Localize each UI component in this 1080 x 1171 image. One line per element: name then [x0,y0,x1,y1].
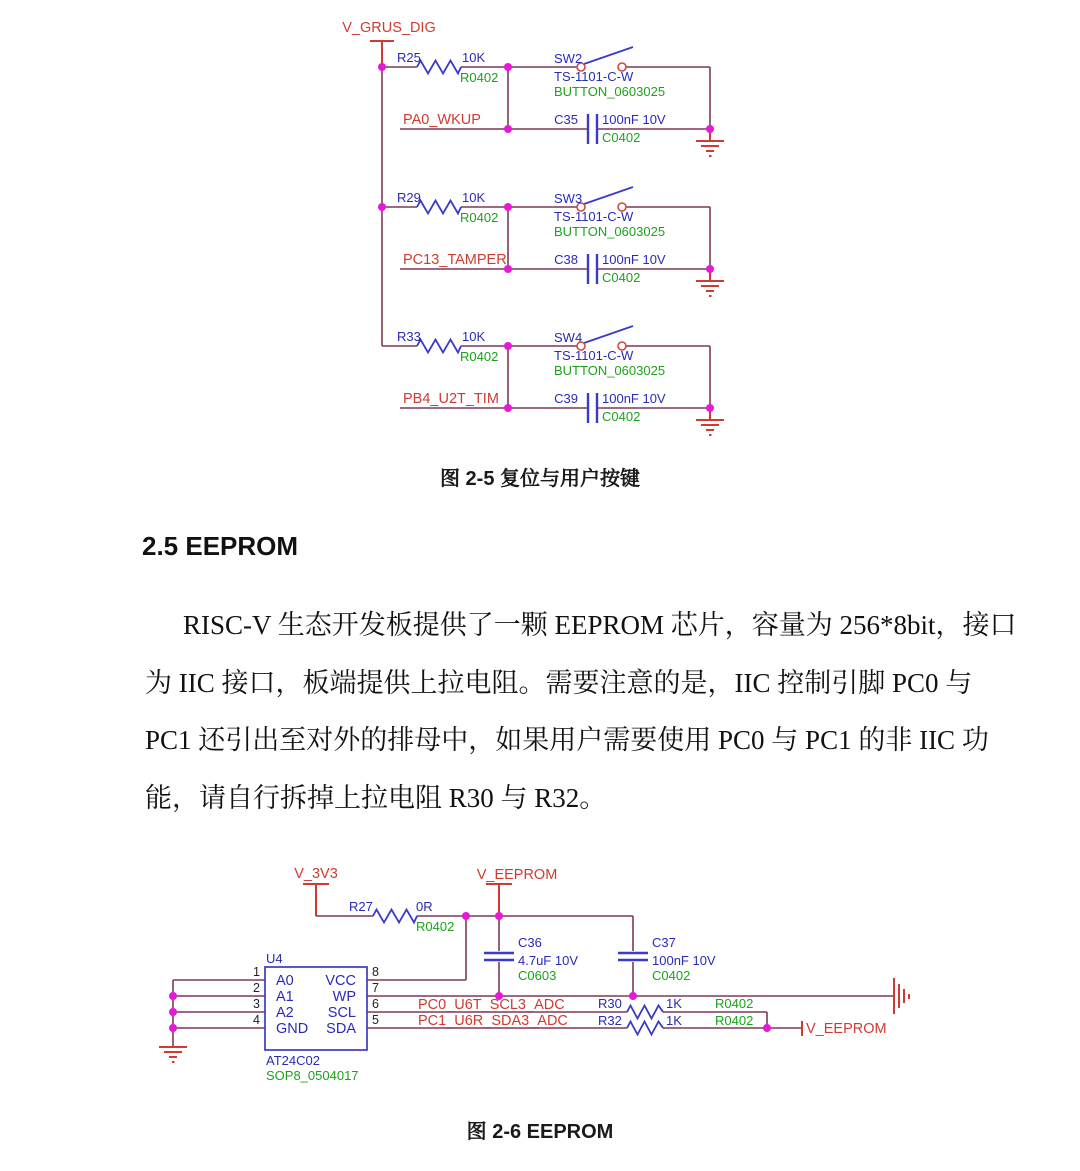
capacitor-footprint: C0402 [602,270,641,285]
resistor-symbol [417,340,461,353]
body-paragraph [145,597,1017,828]
paragraph-line: 为 IIC 接口，板端提供上拉电阻。需要注意的是，IIC 控制引脚 PC0 与 [145,667,973,698]
pin-number: 1 [253,965,260,979]
capacitor-ref: C37 [652,935,676,950]
paragraph-line: PC1 还引出至对外的排母中，如果用户需要使用 PC0 与 PC1 的非 IIC 功 [145,725,989,756]
resistor-ref: R30 [598,996,622,1011]
resistor-value: 1K [666,1013,682,1028]
power-net-label: V_3V3 [294,866,338,882]
paragraph-line: RISC-V 生态开发板提供了一颗 EEPROM 芯片，容量为 256*8bit，接口 [183,610,1017,640]
pin-number: 7 [372,981,379,995]
resistor-footprint: R0402 [715,1013,754,1028]
switch-model: TS-1101-C-W [554,69,634,84]
capacitor-value: 100nF 10V [602,252,666,267]
pin-number: 5 [372,1013,379,1027]
resistor-value: 10K [462,329,486,344]
capacitor-value: 100nF 10V [652,953,716,968]
resistor-value: 10K [462,50,486,65]
capacitor-ref: C38 [554,252,578,267]
resistor-symbol [417,201,461,214]
pin-number: 8 [372,965,379,979]
net-label-scl: PC0_U6T_SCL3_ADC [418,997,565,1013]
ic-part-number: AT24C02 [266,1053,320,1068]
capacitor-footprint: C0402 [602,409,641,424]
resistor-footprint: R0402 [715,996,754,1011]
resistor-symbol-r32 [627,1022,663,1035]
switch-ref: SW4 [554,330,583,345]
ground-symbol-right [894,978,909,1014]
resistor-symbol-r27 [373,910,417,923]
resistor-ref: R27 [349,899,373,914]
capacitor-symbol-c36 [484,953,514,960]
power-net-label: V_EEPROM [476,867,558,883]
ground-symbol-left [159,1047,187,1062]
resistor-footprint: R0402 [460,210,499,225]
resistor-ref: R32 [598,1013,622,1028]
pin-name: A0 [276,973,294,989]
capacitor-ref: C39 [554,391,578,406]
button-circuit-block-sw3 [378,187,724,296]
pin-name: SCL [327,1005,356,1021]
power-net-label: V_EEPROM [806,1021,887,1037]
net-label: PB4_U2T_TIM [403,391,499,407]
capacitor-footprint: C0603 [518,968,557,983]
power-port-v-eeprom-right [802,1021,887,1037]
pin-name: WP [332,989,356,1005]
pin-number: 4 [253,1013,260,1027]
net-label-sda: PC1_U6R_SDA3_ADC [418,1013,568,1029]
resistor-ref: R29 [397,190,421,205]
resistor-ref: R33 [397,329,421,344]
ground-symbol [696,129,724,156]
pin-number: 6 [372,997,379,1011]
capacitor-symbol [588,114,597,144]
pin-name: VCC [325,973,356,989]
switch-model: TS-1101-C-W [554,348,634,363]
capacitor-footprint: C0402 [602,130,641,145]
switch-footprint: BUTTON_0603025 [554,363,666,378]
capacitor-symbol [588,393,597,423]
power-port-v-3v3 [294,866,338,916]
switch-ref: SW2 [554,51,583,66]
pin-name: A1 [276,989,294,1005]
power-port-v-eeprom [477,867,558,916]
button-circuit-block-sw4 [382,326,724,435]
pin-number: 2 [253,981,260,995]
ground-symbol [696,269,724,296]
pin-name: SDA [326,1021,356,1037]
switch-symbol [577,47,633,71]
capacitor-symbol [588,254,597,284]
switch-symbol [577,326,633,350]
resistor-footprint: R0402 [460,349,499,364]
ground-symbol [696,408,724,435]
resistor-value: 1K [666,996,682,1011]
resistor-footprint: R0402 [416,919,455,934]
capacitor-footprint: C0402 [652,968,691,983]
figure-2-6-schematic [0,855,1080,1100]
resistor-ref: R25 [397,50,421,65]
resistor-symbol-r30 [627,1006,663,1019]
figure-2-5-caption: 图 2-5 复位与用户按键 [439,468,641,490]
capacitor-ref: C35 [554,112,578,127]
ic-ref: U4 [266,951,283,966]
capacitor-value: 100nF 10V [602,391,666,406]
switch-symbol [577,187,633,211]
capacitor-value: 100nF 10V [602,112,666,127]
switch-footprint: BUTTON_0603025 [554,84,666,99]
switch-model: TS-1101-C-W [554,209,634,224]
ic-footprint: SOP8_0504017 [266,1068,359,1083]
button-circuit-block-sw2 [378,47,724,156]
switch-ref: SW3 [554,191,583,206]
net-label: PC13_TAMPER [403,252,507,268]
resistor-footprint: R0402 [460,70,499,85]
resistor-value: 10K [462,190,486,205]
switch-footprint: BUTTON_0603025 [554,224,666,239]
capacitor-value: 4.7uF 10V [518,953,578,968]
power-port-v-grus-dig [342,20,435,67]
net-label: PA0_WKUP [403,112,481,128]
figure-2-5-schematic [0,0,1080,470]
ic-pin-names-right [325,973,356,1037]
resistor-symbol [417,61,461,74]
pin-name: GND [276,1021,309,1037]
figure-2-6-caption: 图 2-6 EEPROM [466,1121,614,1143]
power-net-label: V_GRUS_DIG [342,20,436,36]
paragraph-line: 能，请自行拆掉上拉电阻 R30 与 R32。 [145,783,607,814]
capacitor-symbol-c37 [618,953,648,960]
resistor-value: 0R [416,899,433,914]
section-heading: 2.5 EEPROM [142,531,299,561]
pin-name: A2 [276,1005,294,1021]
pin-number: 3 [253,997,260,1011]
capacitor-ref: C36 [518,935,542,950]
